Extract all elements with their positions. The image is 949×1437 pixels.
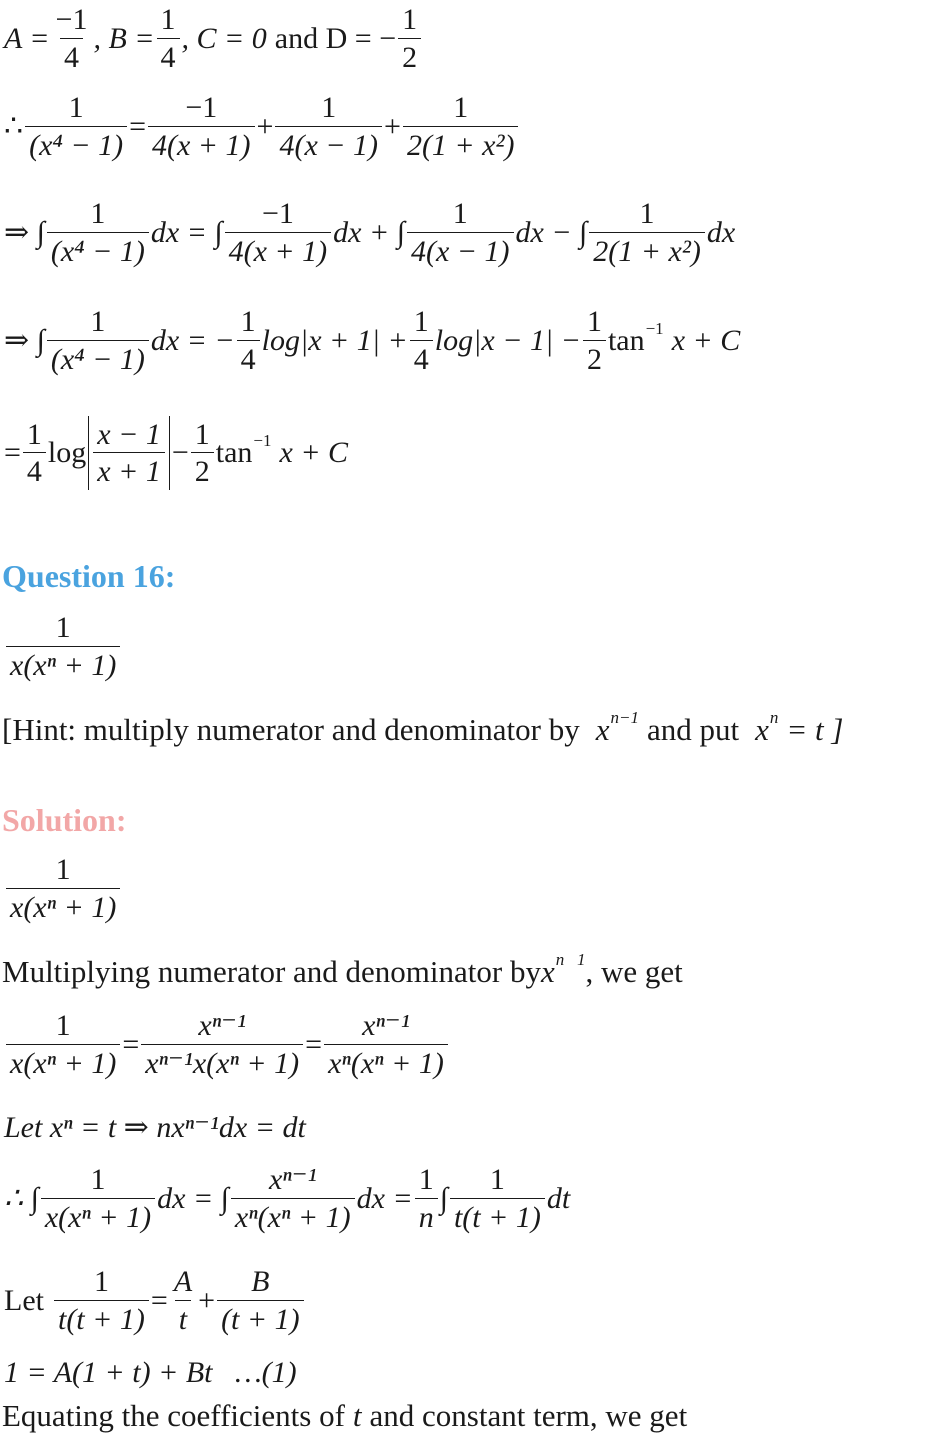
fraction: $\frac{\text{xⁿ⁻¹}}{\text{xⁿ(xⁿ + 1)}}$	[324, 1010, 448, 1079]
tan-function: tan	[607, 323, 645, 357]
equating-text: Equating the coefficients of t and constant term, we get	[2, 1398, 688, 1433]
fraction: $\frac{1}{t(t + 1)}$	[450, 1164, 545, 1233]
differential: dx = ∫	[150, 215, 223, 249]
multiplied-fraction-line	[4, 1010, 450, 1079]
therefore-symbol: ∴	[4, 110, 24, 143]
constant-term: x + C	[671, 323, 741, 357]
fraction: $\frac{1}{\text{x(xⁿ + 1)}}$	[6, 612, 120, 681]
substituted-integral-line	[4, 1164, 570, 1233]
hint-text: [Hint: multiply numerator and denominator by x n−1 and put x n = t ]	[2, 708, 844, 747]
minus-sign: −	[171, 436, 189, 469]
fraction: $\frac{1}{\text{x(xⁿ + 1)}}$	[6, 854, 120, 923]
constant-term: x + C	[279, 436, 349, 469]
implies-integral: ⇒ ∫	[4, 324, 45, 357]
partial-fraction-line	[4, 92, 520, 161]
differential: dx	[706, 215, 736, 249]
inverse-exponent: −1	[645, 318, 664, 338]
fraction: $\frac{\text{xⁿ⁻¹}}{\text{xⁿ⁻¹x(xⁿ + 1)}}$	[141, 1010, 303, 1079]
equals-sign: =	[122, 1027, 140, 1061]
solution-expression	[4, 854, 122, 923]
a-label: A =	[4, 21, 50, 55]
fraction: $\frac{1}{\text{x(xⁿ + 1)}}$	[41, 1164, 155, 1233]
fraction: $\frac{1}{\text{2(1 + x²)}}$	[589, 198, 705, 267]
plus-sign: +	[198, 1283, 216, 1317]
coefficients-line	[4, 4, 423, 73]
integral-result-line	[4, 306, 740, 375]
question-heading: Question 16:	[2, 558, 176, 594]
tan-function: tan	[215, 436, 253, 469]
fraction: $\frac{\text{xⁿ⁻¹}}{\text{xⁿ(xⁿ + 1)}}$	[231, 1164, 355, 1233]
identity-line: 1 = A(1 + t) + Bt …(1)	[4, 1356, 297, 1389]
implies-integral: ⇒ ∫	[4, 216, 45, 249]
fraction: $\frac{B}{(t + 1)}$	[217, 1266, 304, 1335]
plus-sign: +	[256, 109, 274, 143]
log-term: log|x + 1| +	[261, 323, 408, 357]
equals-sign: =	[129, 109, 146, 143]
equals-sign: =	[305, 1027, 323, 1061]
fraction: $\frac{x - 1}{x + 1}$	[93, 419, 165, 488]
question-expression	[4, 612, 122, 681]
solution-heading: Solution:	[2, 802, 127, 838]
differential: dx = ∫	[157, 1181, 229, 1215]
fraction: $\frac{-1}{4(x + 1)}$	[148, 92, 255, 161]
fraction: $\frac{-1}{4(x + 1)}$	[225, 198, 332, 267]
fraction: $\frac{1}{4(x - 1)}$	[275, 92, 382, 161]
log-function: log	[47, 436, 87, 469]
partial-fraction-setup: Let $\frac{1}{t(t + 1)}$ = $\frac{A}{t}$ + $\frac{B}{(t + 1)}$	[4, 1266, 306, 1335]
fraction: $\frac{1}{t(t + 1)}$	[54, 1266, 149, 1335]
fraction-b: $\frac{1}{4}$	[157, 4, 180, 73]
differential: dx =	[356, 1181, 413, 1215]
differential: dx + ∫	[333, 215, 405, 249]
c-label: , C = 0	[181, 21, 267, 55]
integral-sign: ∫	[439, 1181, 448, 1215]
abs-bar-right	[169, 416, 170, 490]
fraction-a: $\frac{-1}{4}$	[55, 3, 88, 74]
differential: dx − ∫	[515, 215, 588, 249]
differential: dt	[546, 1181, 571, 1215]
differential: dx = −	[150, 323, 235, 357]
log-term: log|x − 1| −	[434, 323, 581, 357]
fraction: $\frac{1}{2}$	[583, 306, 606, 375]
inverse-exponent: −1	[253, 431, 272, 450]
fraction: $\frac{1}{4}$	[237, 306, 260, 375]
final-result-line	[4, 416, 348, 490]
fraction: $\frac{1}{\text{(x⁴ − 1)}}$	[47, 198, 149, 267]
equals-sign: =	[4, 436, 21, 469]
d-label: and D = −	[274, 21, 397, 55]
plus-sign: +	[384, 109, 401, 143]
fraction: $\frac{1}{\text{(x⁴ − 1)}}$	[47, 306, 149, 375]
fraction: $\frac{1}{\text{x(xⁿ + 1)}}$	[6, 1010, 120, 1079]
fraction: $\frac{1}{4}$	[23, 419, 46, 488]
substitution-line: Let xⁿ = t ⇒ nxⁿ⁻¹dx = dt	[4, 1111, 306, 1144]
fraction: $\frac{1}{4}$	[410, 306, 433, 375]
fraction: $\frac{1}{\text{2(1 + x²)}}$	[403, 92, 519, 161]
fraction: $\frac{1}{2}$	[191, 419, 214, 488]
abs-bar-left	[88, 416, 89, 490]
b-label: , B =	[93, 21, 155, 55]
fraction: $\frac{1}{n}$	[415, 1164, 438, 1233]
equals-sign: =	[150, 1283, 168, 1317]
fraction: $\frac{1}{\text{(x⁴ − 1)}}$	[25, 92, 127, 161]
fraction-d: $\frac{1}{2}$	[398, 4, 421, 73]
multiplying-text: Multiplying numerator and denominator by x n 1 , we get	[2, 950, 683, 989]
therefore-integral: ∴ ∫	[4, 1182, 39, 1215]
integral-split-line	[4, 198, 735, 267]
fraction: $\frac{1}{4(x - 1)}$	[407, 198, 514, 267]
fraction: $\frac{A}{t}$	[173, 1265, 193, 1336]
